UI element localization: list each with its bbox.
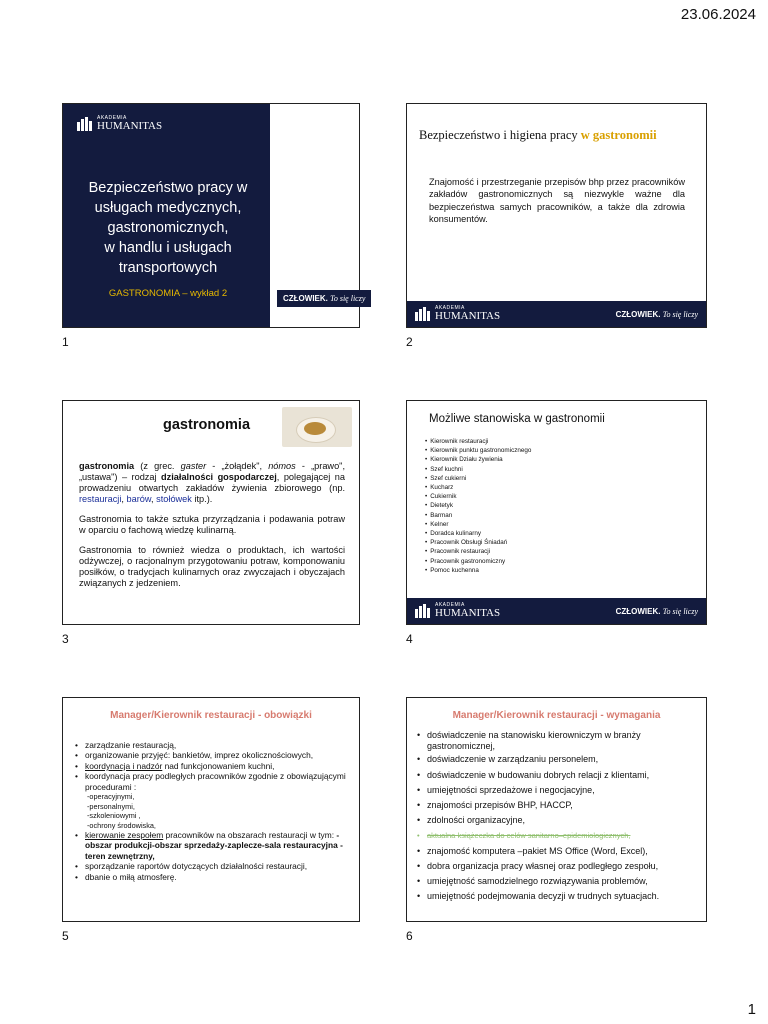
claim-light: To się liczy xyxy=(662,606,698,616)
list-item: • Szef cukierni xyxy=(425,474,531,483)
footer-bar xyxy=(407,598,706,624)
list-item: • znajomość komputera –pakiet MS Office (Word, Excel), xyxy=(415,846,697,857)
text: - „prawo", „ustawa") – rodzaj xyxy=(79,461,345,482)
logo-mark-icon xyxy=(415,307,431,321)
heading-accent: w gastronomii xyxy=(580,128,657,142)
text: - „żołądek", xyxy=(206,461,269,471)
term: działalności gospodarczej xyxy=(161,472,277,482)
slide-number: 5 xyxy=(62,929,69,943)
slide-1-subtitle: GASTRONOMIA – wykład 2 xyxy=(108,288,228,299)
list-item: • umiejętności sprzedażowe i negocjacyjne, xyxy=(415,785,697,796)
sub-item: -operacyjnymi, xyxy=(87,792,135,802)
slide-6 xyxy=(406,697,707,922)
title-line: gastronomicznych, xyxy=(107,220,229,236)
slide-2 xyxy=(406,103,707,328)
list-item: • Barman xyxy=(425,511,531,520)
bold-text: -obszar produkcji-obszar sprzedaży-zaplecze-sala restauracyjna -teren zewnętrzny, xyxy=(85,830,343,861)
list-item: • umiejętność samodzielnego rozwiązywania problemów, xyxy=(415,876,697,887)
list-item: • doświadczenie na stanowisku kierowniczym w branży gastronomicznej, xyxy=(415,730,697,752)
list-item: • zdolności organizacyjne, xyxy=(415,815,697,826)
link-restauracji[interactable]: restauracji xyxy=(79,494,122,504)
slide-number: 3 xyxy=(62,632,69,646)
title-line: transportowych xyxy=(118,260,218,276)
link-stolowek[interactable]: stołówek xyxy=(156,494,192,504)
slide-1 xyxy=(62,103,366,328)
title-line: usługach medycznych, xyxy=(94,200,242,216)
list-item-struck: • aktualna książeczka do celów sanitarno–epidemiologicznych, xyxy=(415,830,697,841)
slide-3-heading: gastronomia xyxy=(163,417,251,433)
claim-text xyxy=(616,607,698,616)
list-item: • Pracownik gastronomiczny xyxy=(425,557,531,566)
list-item: • koordynacja pracy podległych pracowników zgodnie z obowiązującymi procedurami : xyxy=(73,771,351,792)
slide-3 xyxy=(62,400,360,625)
slide-2-body: Znajomość i przestrzeganie przepisów bhp przez pracowników zakładów gastronomicznych są niezwykle ważne dla bezpieczeństwa samych pracowników, a także dla zdrowia konsumentów. xyxy=(429,177,685,224)
positions-list xyxy=(425,437,531,575)
slide-number: 6 xyxy=(406,929,413,943)
humanitas-logo xyxy=(415,306,500,322)
definition-paragraph xyxy=(79,461,345,505)
link-barow[interactable]: barów xyxy=(126,494,152,504)
list-item: • dobra organizacja pracy własnej oraz podległego zespołu, xyxy=(415,861,697,872)
slide-6-heading: Manager/Kierownik restauracji - wymagania xyxy=(452,710,661,721)
logo-small-text: AKADEMIA xyxy=(97,115,127,121)
slide-2-heading xyxy=(419,128,657,143)
list-item: • znajomości przepisów BHP, HACCP, xyxy=(415,800,697,811)
text: pracowników na obszarach restauracji w tym: xyxy=(163,830,337,841)
print-date: 23.06.2024 xyxy=(680,6,756,23)
underlined-text: kierowanie zespołem xyxy=(85,830,164,841)
list-item: • doświadczenie w zarządzaniu personelem, xyxy=(415,754,697,765)
list-item: • Cukiernik xyxy=(425,492,531,501)
slide-number: 2 xyxy=(406,335,413,349)
logo-small-text: AKADEMIA xyxy=(435,602,465,608)
duties-list xyxy=(73,740,351,882)
heading-text: Bezpieczeństwo i higiena pracy xyxy=(419,128,578,142)
logo-mark-icon xyxy=(415,604,431,618)
term: gastronomia xyxy=(79,461,135,471)
claim-badge xyxy=(277,290,371,307)
claim-text xyxy=(616,310,698,319)
sub-item: -szkoleniowymi , xyxy=(87,811,141,821)
title-line: Bezpieczeństwo pracy w xyxy=(88,180,248,196)
text: nad funkcjonowaniem kuchni, xyxy=(162,760,275,771)
list-item: • Kierownik restauracji xyxy=(425,437,531,446)
underlined-text: koordynacja i nadzór xyxy=(85,760,163,771)
claim-bold: CZŁOWIEK. xyxy=(615,606,661,616)
page-number: 1 xyxy=(747,1001,756,1018)
text: , xyxy=(151,494,157,504)
list-item: • Pracownik restauracji xyxy=(425,547,531,556)
text: gaster xyxy=(180,461,207,471)
claim-bold: CZŁOWIEK. xyxy=(615,309,661,319)
slide-number: 4 xyxy=(406,632,413,646)
slide-1-title xyxy=(73,178,263,278)
logo-big-text: HUMANITAS xyxy=(435,310,501,322)
list-item: • Kierownik punktu gastronomicznego xyxy=(425,446,531,455)
list-item: • sporządzanie raportów dotyczących działalności restauracji, xyxy=(73,861,351,871)
paragraph: Gastronomia to również wiedza o produktach, ich wartości odżywczej, o racjonalnym przygotowaniu potraw, komponowaniu posiłków, o tradycjach kulinarnych oraz zwyczajach i obyczajach związanych z jedzeniem. xyxy=(79,545,345,588)
slide-5-heading: Manager/Kierownik restauracji - obowiązki xyxy=(110,710,312,721)
footer-bar xyxy=(407,301,706,327)
list-item: • doświadczenie w budowaniu dobrych relacji z klientami, xyxy=(415,770,697,781)
title-line: w handlu i usługach xyxy=(104,240,232,256)
list-item: • Pracownik Obsługi Śniadań xyxy=(425,538,531,547)
list-item xyxy=(73,830,351,861)
slide-4 xyxy=(406,400,707,625)
slide-5 xyxy=(62,697,360,922)
list-item: • Kelner xyxy=(425,520,531,529)
humanitas-logo xyxy=(415,603,500,619)
food-shape xyxy=(304,422,326,435)
logo-small-text: AKADEMIA xyxy=(435,305,465,311)
list-item: • Dietetyk xyxy=(425,501,531,510)
sub-item: -ochrony środowiska, xyxy=(87,820,156,830)
list-item xyxy=(73,761,351,771)
logo-mark-icon xyxy=(77,117,93,131)
claim-light: To się liczy xyxy=(662,309,698,319)
list-item: • Kierownik Działu żywienia xyxy=(425,455,531,464)
slide-4-heading: Możliwe stanowiska w gastronomii xyxy=(429,413,605,425)
requirements-list xyxy=(415,730,697,906)
paragraph: Gastronomia to także sztuka przyrządzania i podawania potraw w oparciu o fachową wiedzę kulinarną. xyxy=(79,514,345,535)
list-item: • Szef kuchni xyxy=(425,465,531,474)
sub-item: -personalnymi, xyxy=(87,801,135,811)
list-item: • umiejętność podejmowania decyzji w trudnych sytuacjach. xyxy=(415,891,697,902)
text: , xyxy=(121,494,127,504)
text: (z grec. xyxy=(134,461,181,471)
list-item: • Pomoc kuchenna xyxy=(425,566,531,575)
list-item: • organizowanie przyjęć: bankietów, imprez okolicznościowych, xyxy=(73,750,351,760)
claim-bold: CZŁOWIEK. xyxy=(283,294,328,303)
list-item: • Kucharz xyxy=(425,483,531,492)
slide-number: 1 xyxy=(62,335,69,349)
text: , polegającej na prowadzeniu otwartych zakładów żywienia zbiorowego (np. xyxy=(79,472,345,493)
title-panel xyxy=(63,104,270,327)
slide-3-body xyxy=(79,461,345,598)
text: nómos xyxy=(268,461,296,471)
food-photo xyxy=(282,407,352,447)
list-item: • dbanie o miłą atmosferę. xyxy=(73,872,351,882)
claim-light: To się liczy xyxy=(330,294,366,303)
text: itp.). xyxy=(191,494,213,504)
humanitas-logo xyxy=(77,116,162,132)
logo-big-text: HUMANITAS xyxy=(435,607,501,619)
logo-big-text: HUMANITAS xyxy=(97,120,163,132)
list-item: • Doradca kulinarny xyxy=(425,529,531,538)
list-item: • zarządzanie restauracją, xyxy=(73,740,351,750)
